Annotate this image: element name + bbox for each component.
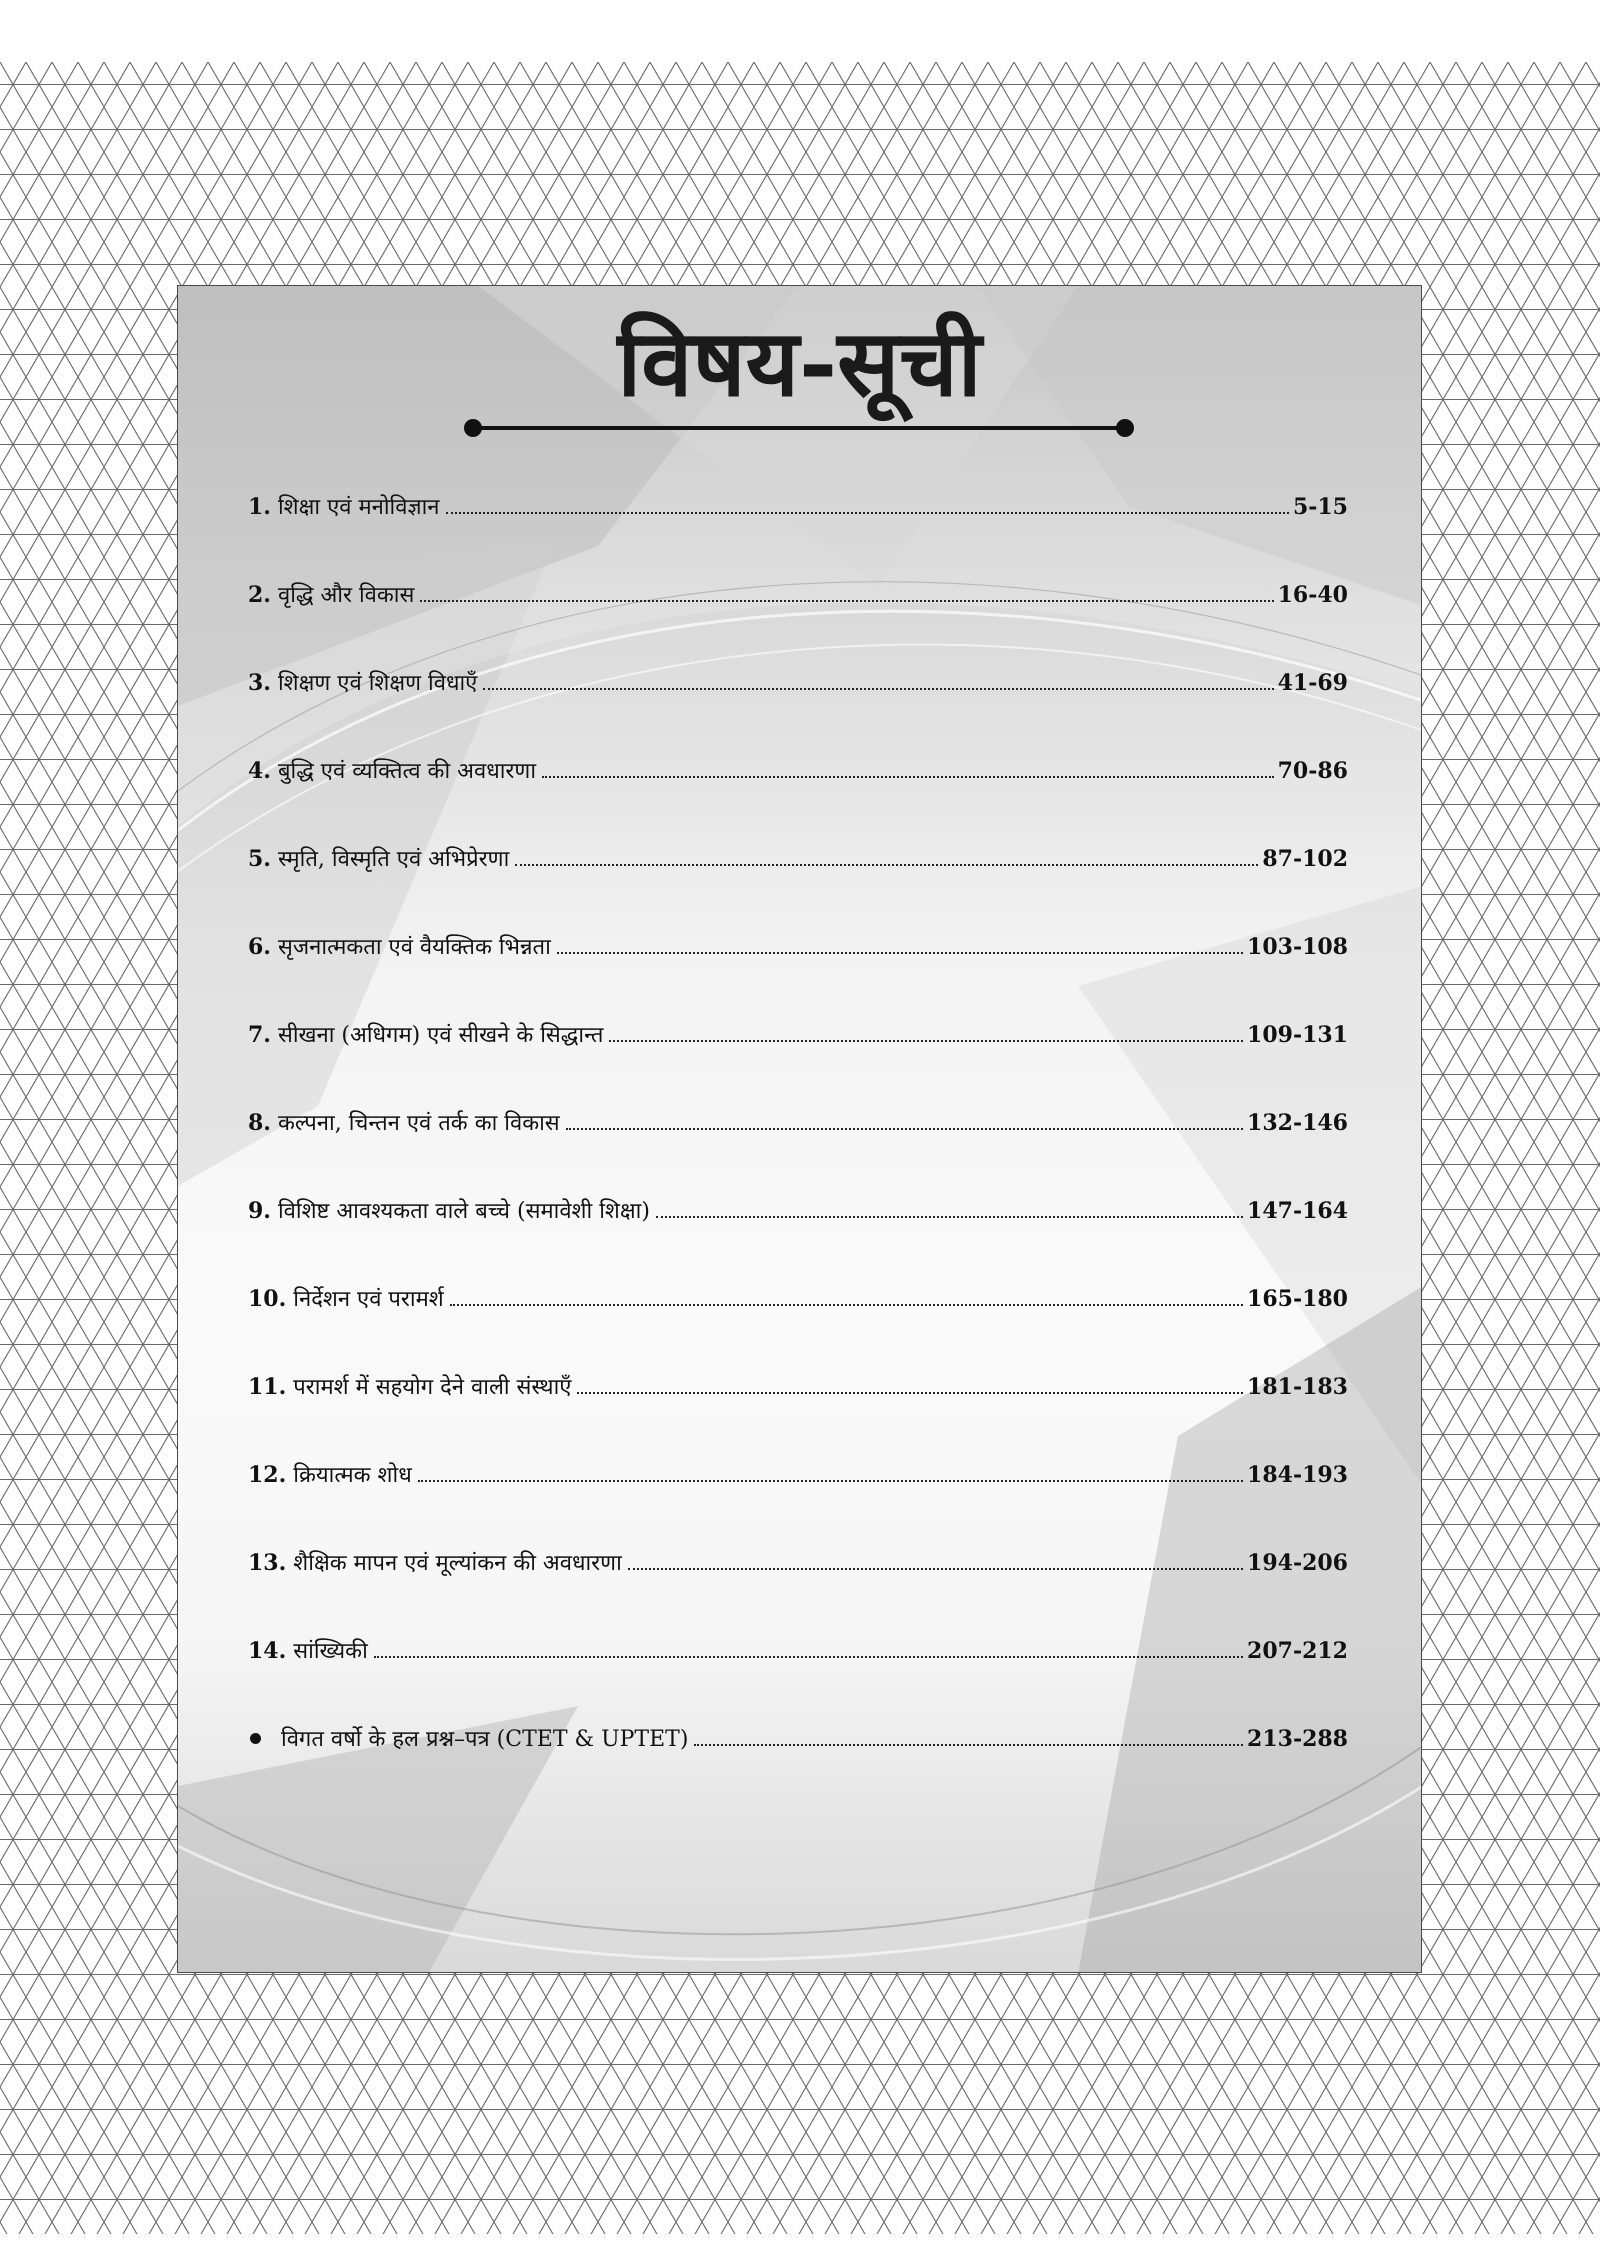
toc-entry-number: 5.: [248, 846, 271, 872]
dot-leader: [557, 952, 1243, 954]
toc-entry-number: 12.: [248, 1462, 287, 1488]
toc-entry-title: कल्पना, चिन्तन एवं तर्क का विकास: [277, 1111, 560, 1136]
toc-entry-title: वृद्धि और विकास: [277, 583, 415, 608]
toc-entry-previous-papers[interactable]: [248, 1723, 1348, 1811]
dot-leader: [542, 776, 1274, 778]
toc-entry[interactable]: [248, 1283, 1348, 1371]
page-title: विषय-सूची: [617, 309, 982, 417]
toc-entry[interactable]: [248, 755, 1348, 843]
toc-entry-number: 10.: [248, 1286, 287, 1312]
toc-entry-number: 2.: [248, 582, 271, 608]
toc-entry-number: 8.: [248, 1110, 271, 1136]
toc-panel: [177, 285, 1422, 1973]
toc-entry-number: 9.: [248, 1198, 271, 1224]
dot-leader: [694, 1744, 1243, 1746]
toc-entry-number: 11.: [248, 1374, 287, 1400]
toc-entry-number: 13.: [248, 1550, 287, 1576]
toc-entry-pages: 181-183: [1247, 1374, 1348, 1400]
toc-entry-title: परामर्श में सहयोग देने वाली संस्थाएँ: [293, 1375, 572, 1400]
dot-leader: [656, 1216, 1243, 1218]
toc-entry-pages: 109-131: [1247, 1022, 1348, 1048]
title-divider: [464, 415, 1134, 441]
toc-entry[interactable]: [248, 1459, 1348, 1547]
toc-entry-number: 7.: [248, 1022, 271, 1048]
toc-entry-title: सृजनात्मकता एवं वैयक्तिक भिन्नता: [277, 935, 551, 960]
toc-entry[interactable]: [248, 579, 1348, 667]
toc-entry[interactable]: [248, 843, 1348, 931]
toc-entry-title: निर्देशन एवं परामर्श: [293, 1287, 444, 1312]
dot-leader: [483, 688, 1273, 690]
dot-leader: [446, 512, 1289, 514]
toc-entry-title: स्मृति, विस्मृति एवं अभिप्रेरणा: [277, 847, 510, 872]
toc-entry-title: शिक्षण एवं शिक्षण विधाएँ: [277, 671, 478, 696]
dot-leader: [515, 864, 1258, 866]
toc-entry-pages: 103-108: [1247, 934, 1348, 960]
toc-entry-title: शिक्षा एवं मनोविज्ञान: [277, 495, 440, 520]
toc-entry[interactable]: [248, 1547, 1348, 1635]
toc-entry-number: 14.: [248, 1638, 287, 1664]
toc-entry-number: 6.: [248, 934, 271, 960]
toc-entry[interactable]: [248, 1019, 1348, 1107]
toc-entry-pages: 184-193: [1247, 1462, 1348, 1488]
toc-entry-title: सांख्यिकी: [293, 1639, 368, 1664]
dot-leader: [418, 1480, 1243, 1482]
toc-list: [248, 491, 1348, 1811]
toc-entry-title: विगत वर्षो के हल प्रश्न–पत्र (CTET & UPTET): [281, 1727, 689, 1752]
toc-entry[interactable]: [248, 1195, 1348, 1283]
dot-leader: [374, 1656, 1243, 1658]
bullet-icon: [250, 1733, 261, 1744]
toc-entry[interactable]: [248, 1107, 1348, 1195]
dot-leader: [450, 1304, 1243, 1306]
dot-leader: [420, 600, 1273, 602]
toc-entry-title: बुद्धि एवं व्यक्तित्व की अवधारणा: [277, 759, 537, 784]
toc-entry-pages: 87-102: [1262, 846, 1348, 872]
toc-entry-pages: 165-180: [1247, 1286, 1348, 1312]
toc-entry[interactable]: [248, 1371, 1348, 1459]
toc-entry[interactable]: [248, 931, 1348, 1019]
toc-entry-pages: 5-15: [1292, 494, 1348, 520]
toc-entry[interactable]: [248, 1635, 1348, 1723]
dot-leader: [566, 1128, 1243, 1130]
toc-entry-title: विशिष्ट आवश्यकता वाले बच्चे (समावेशी शिक्षा): [277, 1199, 650, 1224]
toc-entry-pages: 70-86: [1277, 758, 1348, 784]
toc-entry-title: सीखना (अधिगम) एवं सीखने के सिद्धान्त: [277, 1023, 604, 1048]
toc-entry-pages: 194-206: [1247, 1550, 1348, 1576]
toc-entry-title: क्रियात्मक शोध: [293, 1463, 412, 1488]
toc-entry-pages: 147-164: [1247, 1198, 1348, 1224]
toc-entry[interactable]: [248, 667, 1348, 755]
toc-entry-number: 3.: [248, 670, 271, 696]
toc-entry-pages: 16-40: [1277, 582, 1348, 608]
toc-entry-pages: 132-146: [1247, 1110, 1348, 1136]
toc-entry-pages: 207-212: [1247, 1638, 1348, 1664]
toc-entry-pages: 213-288: [1247, 1726, 1348, 1752]
dot-leader: [628, 1568, 1243, 1570]
dot-leader: [577, 1392, 1243, 1394]
dot-leader: [609, 1040, 1243, 1042]
toc-entry-number: 4.: [248, 758, 271, 784]
toc-entry-pages: 41-69: [1277, 670, 1348, 696]
toc-entry-number: 1.: [248, 494, 271, 520]
toc-entry[interactable]: [248, 491, 1348, 579]
toc-entry-title: शैक्षिक मापन एवं मूल्यांकन की अवधारणा: [293, 1551, 622, 1576]
